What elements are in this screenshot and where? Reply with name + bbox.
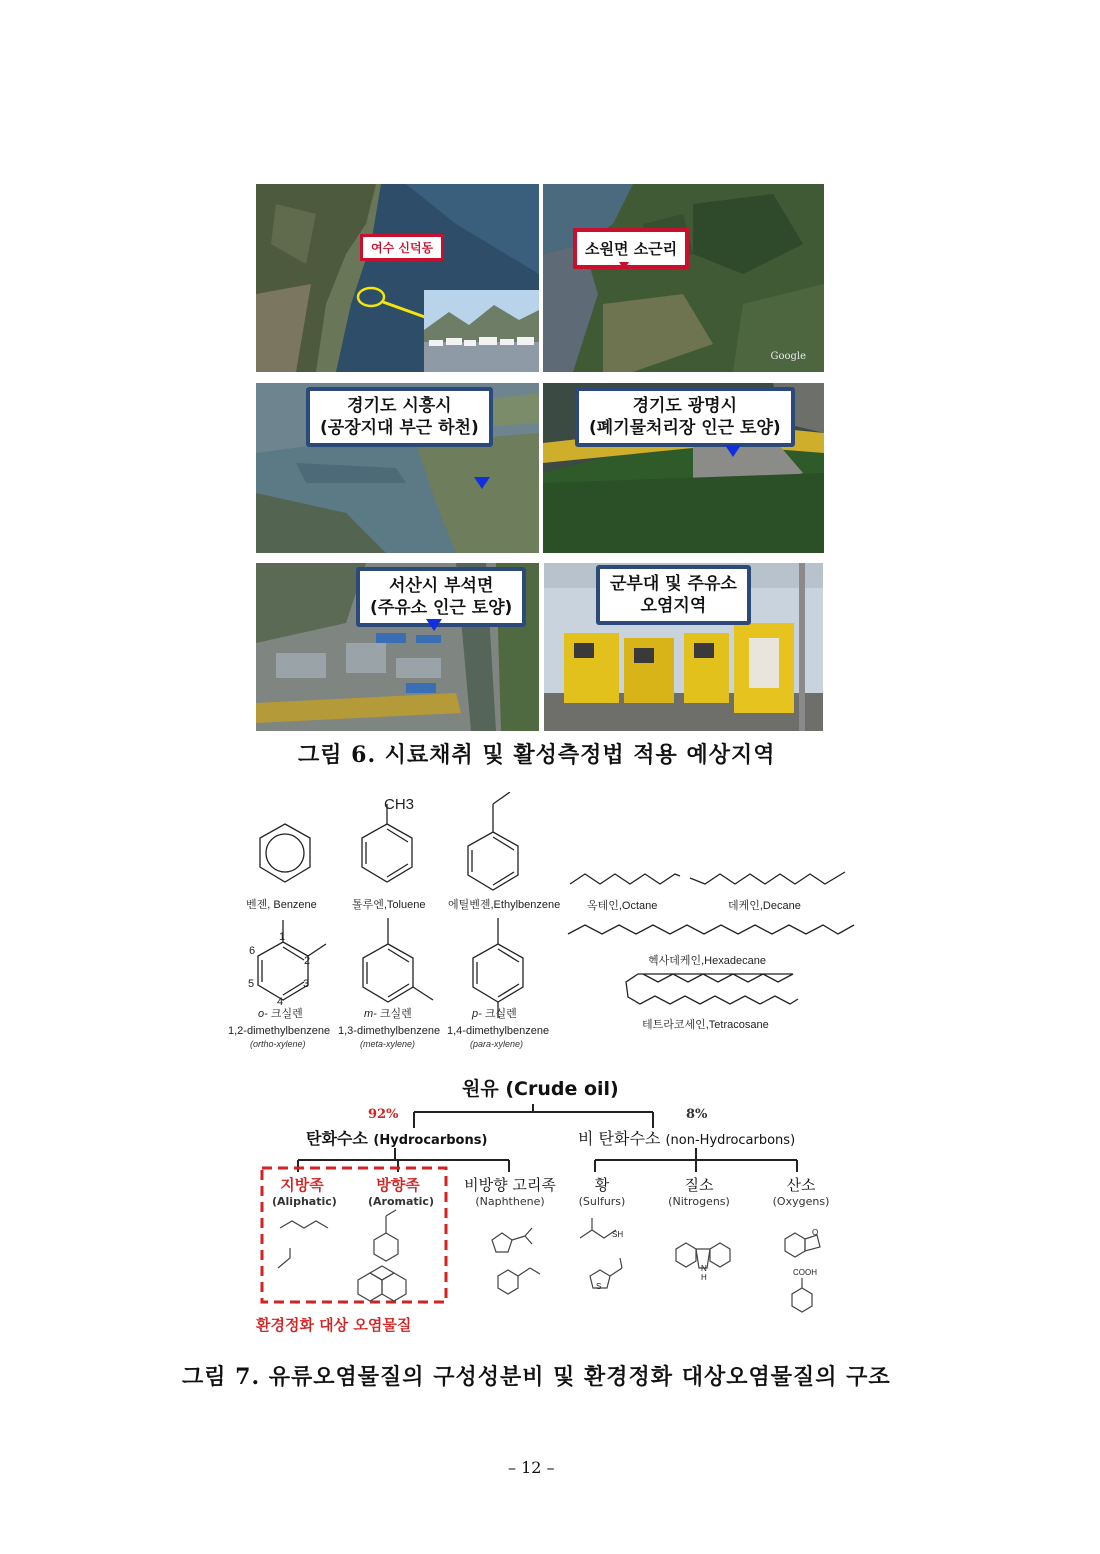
figure7-caption: 그림 7. 유류오염물질의 구성성분비 및 환경정화 대상오염물질의 구조 xyxy=(182,1364,891,1390)
location-label: 경기도 시흥시 (공장지대 부근 하천) xyxy=(306,387,493,447)
toluene-label: 톨루엔,Toluene xyxy=(352,899,426,911)
photo-gwangmyeong xyxy=(543,383,824,553)
figure6-caption: 그림 6. 시료채취 및 활성측정법 적용 예상지역 xyxy=(298,742,776,768)
tree-root: 원유 (Crude oil) xyxy=(462,1078,619,1100)
atom-label-n: N xyxy=(701,1264,707,1273)
atom-label-s: S xyxy=(596,1282,602,1291)
tetracosane-structure xyxy=(626,974,798,1004)
o-xylene-label: o- 크실렌 xyxy=(258,1008,303,1020)
p-xylene-label: p- 크실렌 xyxy=(472,1008,517,1020)
m-xylene-iupac: 1,3-dimethylbenzene xyxy=(338,1025,441,1037)
tetracosane-label: 테트라코세인,Tetracosane xyxy=(642,1019,769,1031)
ring-number: 6 xyxy=(249,945,256,957)
google-watermark: Google xyxy=(770,351,806,362)
m-xylene-label: m- 크실렌 xyxy=(364,1008,412,1020)
hydrocarbons-node: 탄화수소 (Hydrocarbons) xyxy=(306,1129,488,1148)
ring-number: 3 xyxy=(303,978,310,990)
hydrocarbon-percent: 92% xyxy=(368,1107,399,1122)
group-sulfurs: 황 (Sulfurs) xyxy=(578,1176,626,1208)
decane-structure xyxy=(690,872,845,884)
aromatic-pah-structure xyxy=(358,1266,406,1301)
photo-siheung xyxy=(256,383,539,553)
decane-label: 데케인,Decane xyxy=(728,900,801,912)
location-label: 여수 신덕동 xyxy=(360,234,444,261)
hexadecane-label: 헥사데케인,Hexadecane xyxy=(648,955,766,967)
group-aliphatic: 지방족 (Aliphatic) xyxy=(272,1176,337,1208)
group-nitrogens: 질소 (Nitrogens) xyxy=(668,1176,730,1208)
location-marker xyxy=(725,445,741,457)
location-marker xyxy=(474,477,490,489)
o-xylene-iupac: 1,2-dimethylbenzene xyxy=(228,1025,331,1037)
photo-gas-station xyxy=(544,563,823,731)
aliphatic-branched-structure xyxy=(278,1248,290,1268)
benzene-structure xyxy=(260,824,310,882)
m-xylene-common: (meta-xylene) xyxy=(360,1039,416,1049)
p-xylene-structure xyxy=(473,918,523,1018)
benzoic-acid-structure xyxy=(792,1278,812,1312)
atom-label-sh: SH xyxy=(612,1230,624,1239)
ring-number: 4 xyxy=(277,996,284,1008)
octane-structure xyxy=(570,874,680,884)
m-xylene-structure xyxy=(363,918,433,1002)
group-naphthene: 비방향 고리족 (Naphthene) xyxy=(464,1176,556,1208)
location-marker xyxy=(619,262,629,270)
o-xylene-common: (ortho-xylene) xyxy=(250,1039,306,1049)
satellite-image xyxy=(543,184,824,372)
ring-number: 1 xyxy=(279,931,286,943)
atom-label-o: O xyxy=(812,1228,819,1237)
atom-label-h: H xyxy=(701,1273,707,1282)
photo-yeosu xyxy=(256,184,539,372)
atom-label-cooh: COOH xyxy=(793,1268,817,1277)
hexadecane-structure xyxy=(568,925,854,934)
octane-label: 옥테인,Octane xyxy=(587,900,658,912)
thiophene-structure xyxy=(590,1258,622,1288)
sulfur-thiol-structure xyxy=(580,1218,616,1238)
naphthene-cyclopentane-structure xyxy=(492,1228,532,1252)
location-label: 경기도 광명시 (폐기물처리장 인근 토양) xyxy=(575,387,795,447)
non-hydrocarbon-percent: 8% xyxy=(686,1107,708,1122)
photo-sowon xyxy=(543,184,824,372)
aliphatic-chain-structure xyxy=(280,1221,328,1228)
target-pollutant-label: 환경정화 대상 오염물질 xyxy=(256,1316,412,1334)
benzene-label: 벤젠, Benzene xyxy=(246,899,317,911)
location-label: 소원면 소근리 xyxy=(573,228,689,269)
ethylbenzene-structure xyxy=(468,792,518,890)
ch3-label: CH3 xyxy=(384,796,415,813)
page-number: – 12 – xyxy=(508,1458,555,1477)
location-label: 군부대 및 주유소 오염지역 xyxy=(596,565,751,625)
toluene-structure xyxy=(362,804,412,882)
p-xylene-common: (para-xylene) xyxy=(470,1039,524,1049)
group-aromatic: 방향족 (Aromatic) xyxy=(368,1176,434,1208)
structure-drawings xyxy=(228,792,868,1062)
ring-number: 5 xyxy=(248,978,255,990)
non-hydrocarbons-node: 비 탄화수소 (non-Hydrocarbons) xyxy=(578,1129,796,1148)
group-oxygens: 산소 (Oxygens) xyxy=(772,1176,830,1208)
photo-seosan xyxy=(256,563,539,731)
location-label: 서산시 부석면 (주유소 인근 토양) xyxy=(356,567,526,627)
aromatic-ring-structure xyxy=(374,1210,398,1261)
naphthene-cyclohexane-structure xyxy=(498,1268,540,1294)
ring-number: 2 xyxy=(304,955,311,967)
p-xylene-iupac: 1,4-dimethylbenzene xyxy=(447,1025,550,1037)
inset-photo xyxy=(424,290,539,372)
ethylbenzene-label: 에틸벤젠,Ethylbenzene xyxy=(448,899,561,911)
location-marker xyxy=(426,619,442,631)
o-xylene-structure xyxy=(258,920,326,1000)
